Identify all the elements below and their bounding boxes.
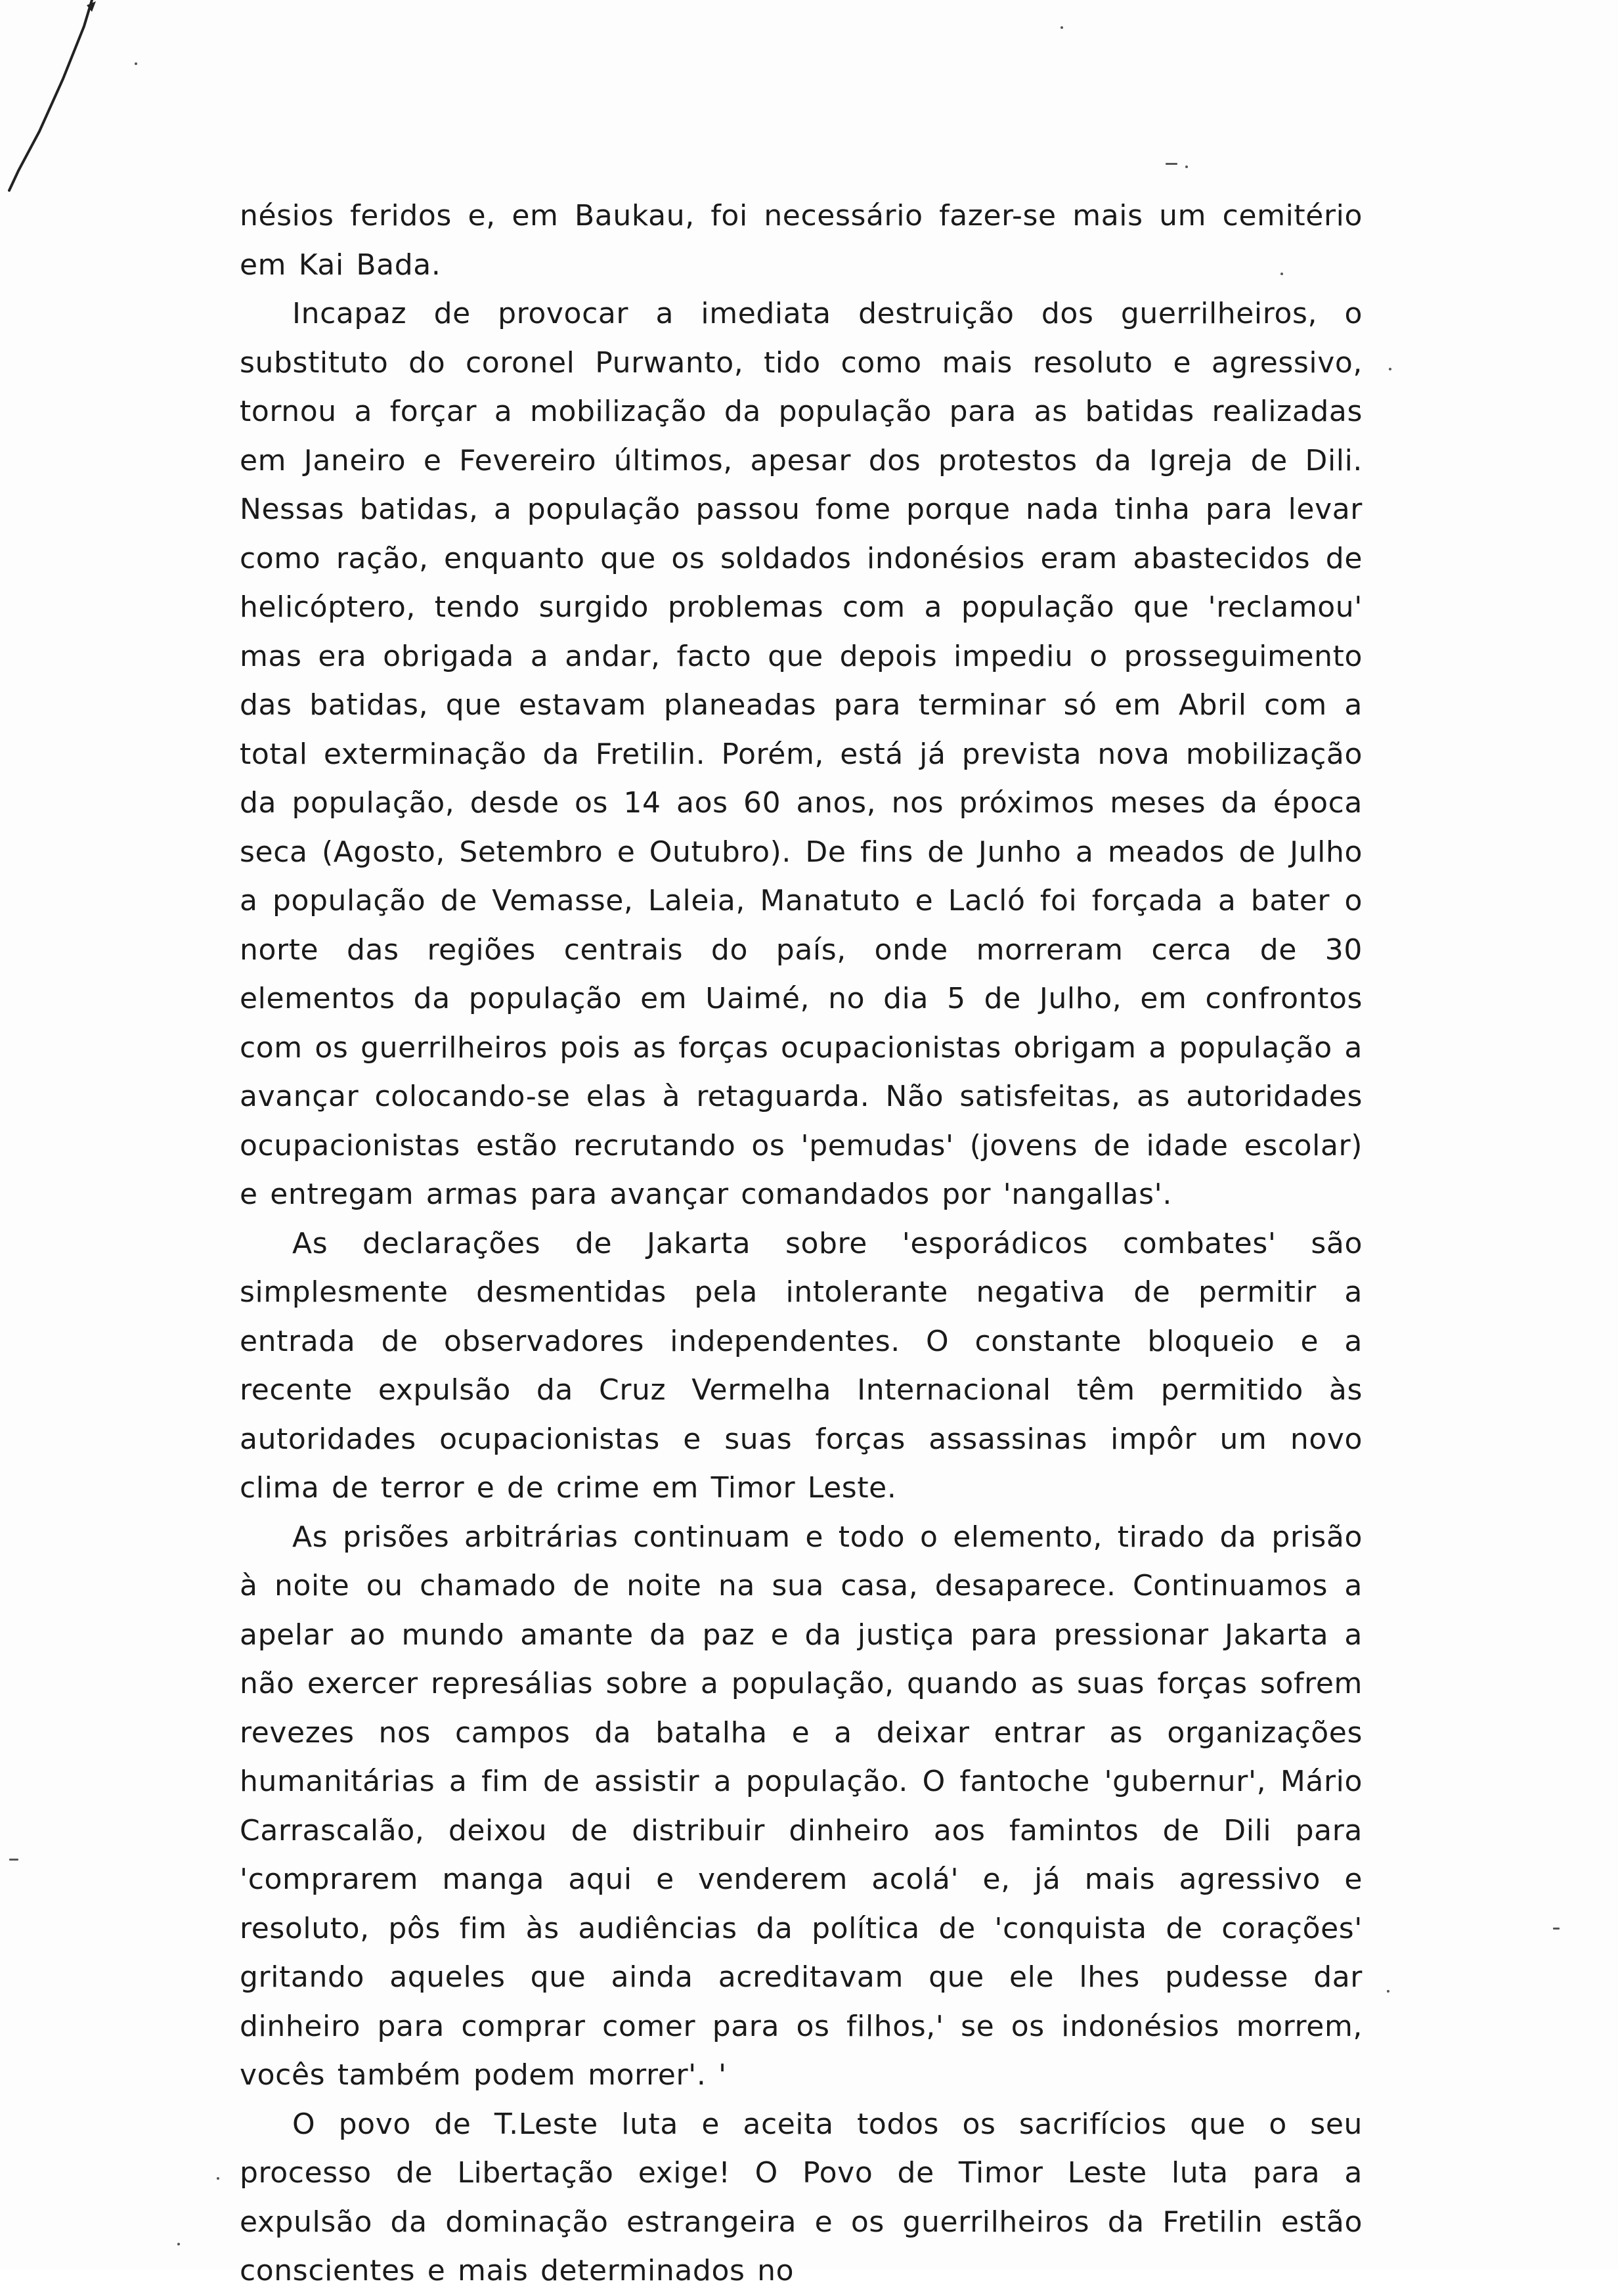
paragraph-2: Incapaz de provocar a imediata destruição dos guerrilheiros, o substituto do coronel Purwanto, tido como mais resoluto e agressivo, tornou a forçar a mobilização da população para as batidas realizadas em Janeiro e Fevereiro últimos, apesar dos protestos da Igreja de Dili. Nessas batidas, a população passou fome porque nada tinha para levar como ração, enquanto que os soldados indonésios eram abastecidos de helicóptero, tendo surgido problemas com a população que 'reclamou' mas era obrigada a andar, facto que depois impediu o prosseguimento das batidas, que estavam planeadas para terminar só em Abril com a total exterminação da Fretilin. Porém, está já prevista nova mobilização da população, desde os 14 aos 60 anos, nos próximos meses da época seca (Agosto, Setembro e Outubro). De fins de Junho a meados de Julho a população de Vemasse, Laleia, Manatuto e Lacló foi forçada a bater o norte das regiões centrais do país, onde morreram cerca de 30 elementos da população em Uaimé, no dia 5 de Julho, em confrontos com os guerrilheiros pois as forças ocupacionistas obrigam a população a avançar colocando-se elas à retaguarda. Não satisfeitas, as autoridades ocupacionistas estão recrutando os 'pemudas' (jovens de idade escolar) e entregam armas para avançar comandados por 'nangallas'. (240, 297, 1363, 1211)
scan-speck (1389, 368, 1391, 370)
paragraph-1: nésios feridos e, em Baukau, foi necessário fazer-se mais um cemitério em Kai Bada. (240, 199, 1363, 282)
scan-speck (1553, 1928, 1560, 1930)
scan-speck (9, 1859, 18, 1861)
paragraph-4: As prisões arbitrárias continuam e todo o elemento, tirado da prisão à noite ou chamado de noite na sua casa, desaparece. Continuamos a apelar ao mundo amante da paz e da justiça para pressionar Jakarta a não exercer represálias sobre a população, quando as suas forças sofrem revezes nos campos da batalha e a deixar entrar as organizações humanitárias a fim de assistir a população. O fantoche 'gubernur', Mário Carrascalão, deixou de distribuir dinheiro aos famintos de Dili para 'comprarem manga aqui e venderem acolá' e, já mais agressivo e resoluto, pôs fim às audiências da política de 'conquista de corações' gritando aqueles que ainda acreditavam que ele lhes pudesse dar dinheiro para comprar comer para os filhos,' se os indonésios morrem, vocês também podem morrer'. ' (240, 1520, 1363, 2092)
scan-speck (1185, 166, 1188, 168)
scan-speck (1060, 26, 1063, 29)
scan-speck (177, 2243, 180, 2245)
scan-speck (217, 2177, 219, 2180)
paragraph-5: O povo de T.Leste luta e aceita todos os sacrifícios que o seu processo de Libertação exige! O Povo de Timor Leste luta para a expulsão da dominação estrangeira e os guerrilheiros da Fretilin estão conscientes e mais determinados no (240, 2107, 1363, 2287)
pen-stroke-mark (0, 0, 131, 210)
scan-speck (135, 62, 137, 65)
scan-speck (1387, 1990, 1389, 1993)
document-body (240, 192, 1363, 2296)
scan-speck (1166, 163, 1177, 165)
paragraph-3: As declarações de Jakarta sobre 'esporádicos combates' são simplesmente desmentidas pela intolerante negativa de permitir a entrada de observadores independentes. O constante bloqueio e a recente expulsão da Cruz Vermelha Internacional têm permitido às autoridades ocupacionistas e suas forças assassinas impôr um novo clima de terror e de crime em Timor Leste. (240, 1226, 1363, 1505)
